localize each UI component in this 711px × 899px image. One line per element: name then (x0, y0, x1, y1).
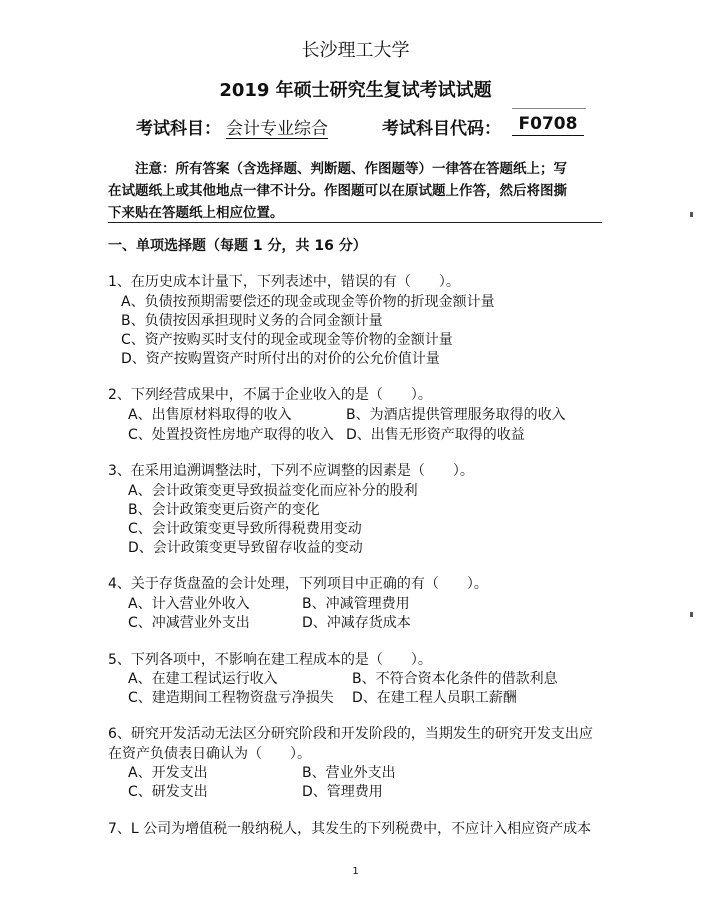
question-6-text: 6、研究开发活动无法区分研究阶段和开发阶段的，当期发生的研究开发支出应 (108, 726, 593, 742)
section-title: 一、单项选择题（每题 1 分，共 16 分） (108, 238, 367, 254)
question-4-option-c: C、冲减营业外支出 (128, 615, 250, 631)
question-3-text: 3、在采用追溯调整法时，下列不应调整的因素是（ ）。 (108, 463, 474, 479)
question-6-option-c: C、研发支出 (128, 784, 208, 800)
scan-mark (690, 212, 693, 217)
question-4-option-a: A、计入营业外收入 (128, 596, 250, 612)
question-5-text: 5、下列各项中，不影响在建工程成本的是（ ）。 (108, 652, 432, 668)
question-1-option-b: B、负债按因承担现时义务的合同金额计量 (121, 313, 383, 329)
question-3-option-d: D、会计政策变更导致留存收益的变动 (128, 540, 363, 556)
question-6-option-b: B、营业外支出 (302, 765, 396, 781)
notice-line: 在试题纸上或其他地点一律不计分。作图题可以在原试题上作答，然后将图撕 (108, 183, 567, 199)
question-2-option-a: A、出售原材料取得的收入 (128, 407, 292, 423)
university-name: 长沙理工大学 (301, 40, 410, 61)
question-1-option-c: C、资产按购买时支付的现金或现金等价物的金额计量 (121, 332, 453, 348)
question-7-text: 7、L 公司为增值税一般纳税人，其发生的下列税费中，不应计入相应资产成本 (108, 821, 592, 837)
question-6-text-continued: 在资产负债表日确认为（ ）。 (108, 746, 311, 762)
question-6-option-d: D、管理费用 (302, 784, 383, 800)
question-2-text: 2、下列经营成果中，不属于企业收入的是（ ）。 (108, 387, 432, 403)
exam-title: 2019 年硕士研究生复试考试试题 (219, 80, 492, 101)
question-6-option-a: A、开发支出 (128, 765, 208, 781)
divider-rule (108, 222, 602, 223)
question-1-option-a: A、负债按预期需要偿还的现金或现金等价物的折现金额计量 (121, 294, 495, 310)
code-top-rule (512, 108, 586, 109)
question-5-option-a: A、在建工程试运行收入 (128, 671, 278, 687)
exam-notice (108, 158, 610, 224)
question-3-option-b: B、会计政策变更后资产的变化 (128, 502, 320, 518)
question-5-option-c: C、建造期间工程物资盘亏净损失 (128, 690, 334, 706)
subject-code-value: F0708 (512, 114, 584, 136)
question-2-option-b: B、为酒店提供管理服务取得的收入 (346, 407, 566, 423)
subject-code-label: 考试科目代码： (382, 119, 501, 139)
question-2-option-d: D、出售无形资产取得的收益 (346, 427, 525, 443)
question-5-option-b: B、不符合资本化条件的借款利息 (352, 671, 558, 687)
question-4-option-d: D、冲减存货成本 (302, 615, 411, 631)
notice-line: 注意：所有答案（含选择题、判断题、作图题等）一律答在答题纸上；写 (135, 161, 567, 177)
notice-line: 下来贴在答题纸上相应位置。 (108, 205, 284, 221)
question-4-text: 4、关于存货盘盈的会计处理，下列项目中正确的有（ ）。 (108, 576, 488, 592)
scan-mark (690, 612, 693, 617)
page-number: 1 (352, 866, 359, 877)
question-3-option-c: C、会计政策变更导致所得税费用变动 (128, 521, 362, 537)
question-3-option-a: A、会计政策变更导致损益变化而应补分的股利 (128, 483, 418, 499)
question-1-text: 1、在历史成本计量下，下列表述中，错误的有（ ）。 (108, 274, 460, 290)
subject-label: 考试科目： (136, 119, 221, 139)
question-2-option-c: C、处置投资性房地产取得的收入 (128, 427, 334, 443)
question-4-option-b: B、冲减管理费用 (302, 596, 410, 612)
question-5-option-d: D、在建工程人员职工薪酬 (352, 690, 517, 706)
question-1-option-d: D、资产按购置资产时所付出的对价的公允价值计量 (121, 351, 440, 367)
subject-value: 会计专业综合 (226, 119, 328, 139)
